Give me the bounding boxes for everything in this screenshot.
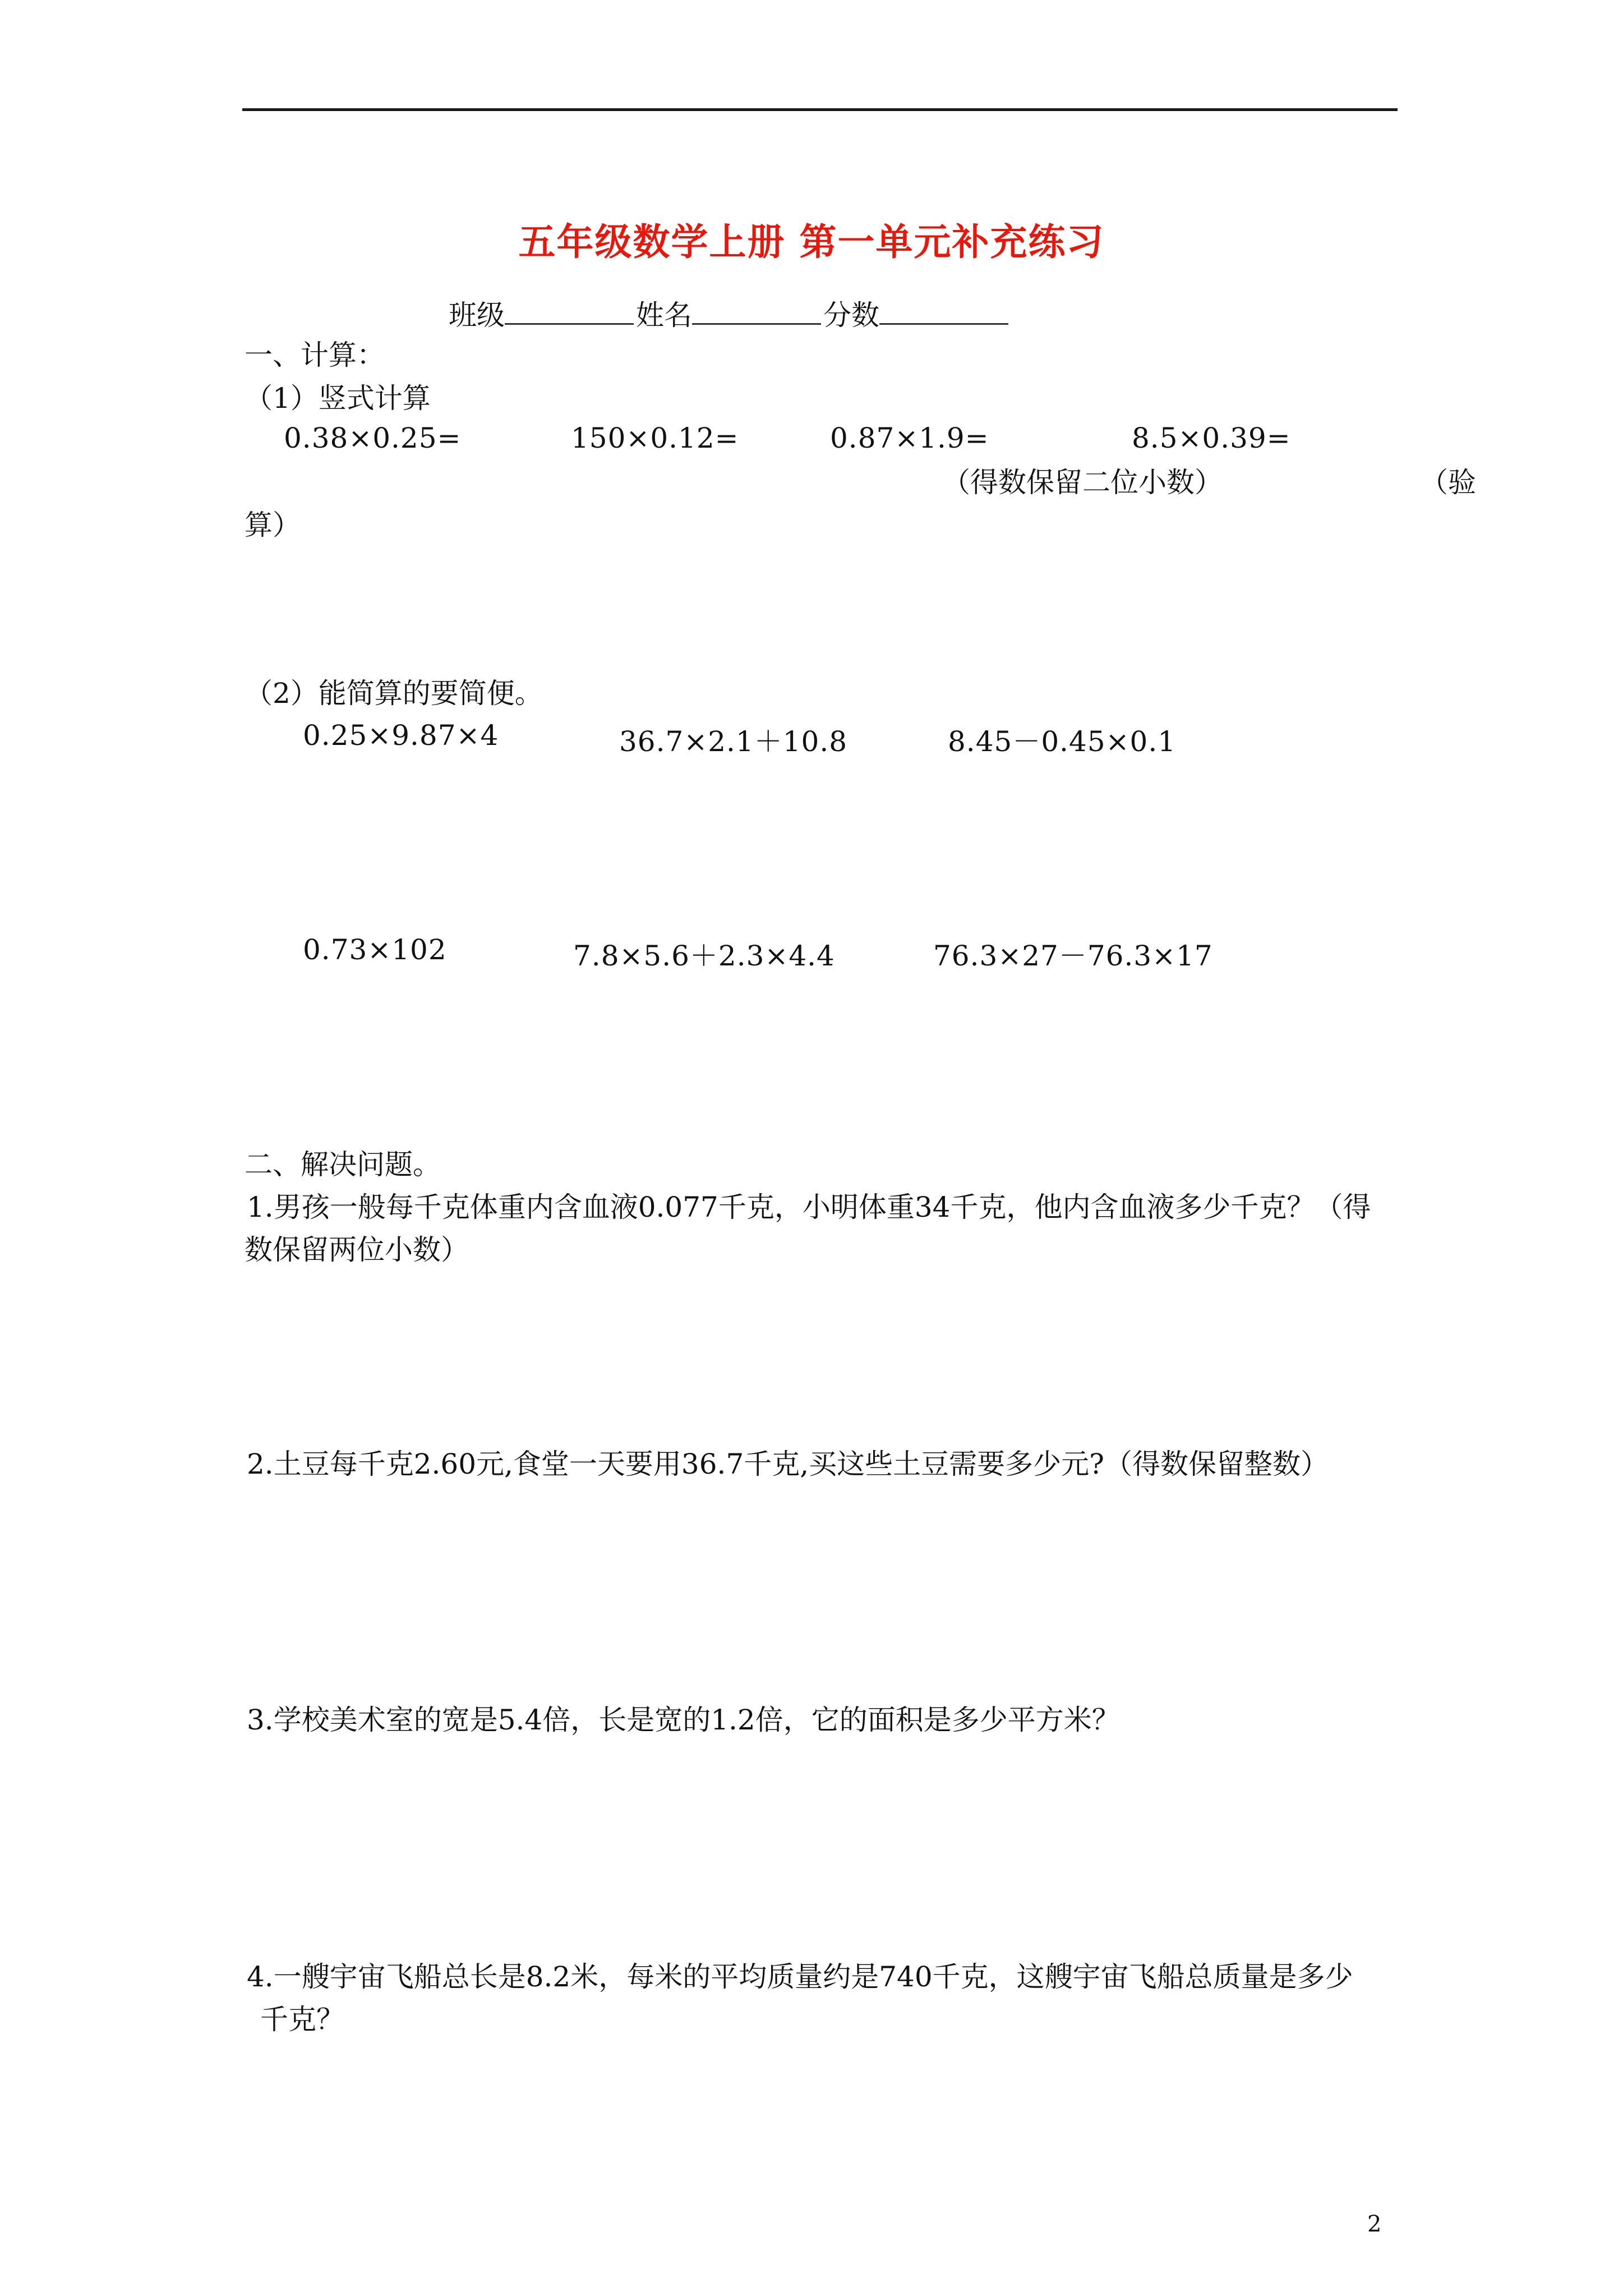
section1-heading: 一、计算：: [245, 339, 385, 371]
part1-heading: （1）竖式计算: [245, 382, 431, 415]
class-blank[interactable]: [505, 298, 634, 325]
simplify-item-6: 76.3×27－76.3×17: [933, 940, 1213, 972]
question-3: 3.学校美术室的宽是5.4倍，长是宽的1.2倍，它的面积是多少平方米？: [247, 1704, 1120, 1736]
check-note-close: 算）: [245, 509, 301, 541]
name-label: 姓名: [636, 299, 692, 332]
question-1-line-2: 数保留两位小数）: [245, 1234, 469, 1266]
class-label: 班级: [449, 299, 505, 332]
simplify-item-5: 7.8×5.6＋2.3×4.4: [573, 940, 835, 972]
student-info-line: [449, 293, 1011, 333]
calc-item-2: 150×0.12=: [571, 422, 739, 454]
simplify-item-2: 36.7×2.1＋10.8: [619, 725, 848, 758]
section2-heading: 二、解决问题。: [245, 1148, 441, 1181]
part2-heading: （2）能简算的要简便。: [245, 677, 543, 710]
simplify-item-4: 0.73×102: [303, 933, 447, 966]
calc-item-3: 0.87×1.9=: [830, 422, 989, 454]
question-2: 2.土豆每千克2.60元,食堂一天要用36.7千克,买这些土豆需要多少元?（得数保留整数）: [247, 1448, 1329, 1480]
calc-item-1: 0.38×0.25=: [284, 422, 462, 454]
name-blank[interactable]: [692, 298, 821, 325]
question-4-line-2: 千克？: [260, 2003, 344, 2036]
question-4-line-1: 4.一艘宇宙飞船总长是8.2米，每米的平均质量约是740千克，这艘宇宙飞船总质量是多少: [247, 1961, 1353, 1993]
score-label: 分数: [823, 299, 879, 332]
rounding-note: （得数保留二位小数）: [942, 466, 1223, 499]
calc-item-4: 8.5×0.39=: [1132, 422, 1291, 454]
check-note-open: （验: [1420, 466, 1476, 499]
page-number: 2: [1367, 2211, 1382, 2237]
page-title: 五年级数学上册 第一单元补充练习: [518, 220, 1105, 264]
simplify-item-3: 8.45－0.45×0.1: [948, 725, 1177, 758]
score-blank[interactable]: [879, 298, 1008, 325]
simplify-item-1: 0.25×9.87×4: [303, 719, 499, 752]
question-1-line-1: 1.男孩一般每千克体重内含血液0.077千克，小明体重34千克，他内含血液多少千克？（得: [247, 1191, 1371, 1223]
header-rule: [242, 108, 1398, 111]
